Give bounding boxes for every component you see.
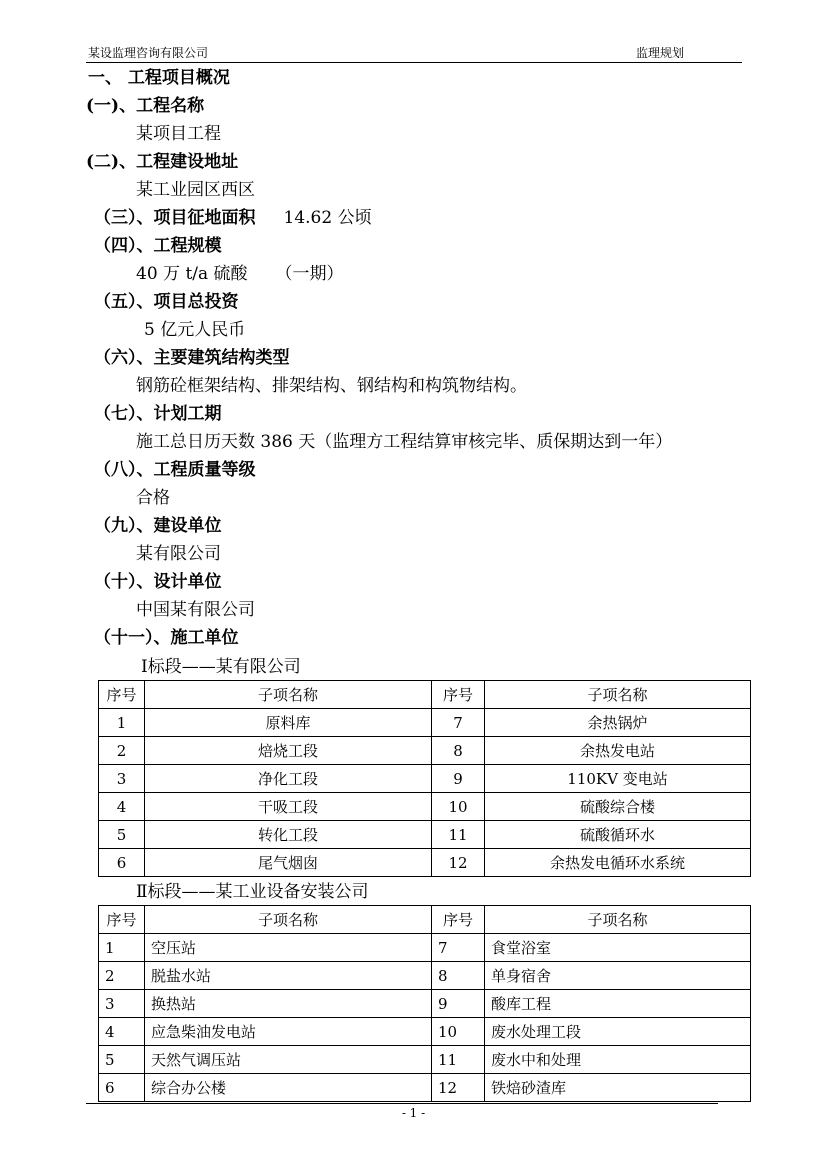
table-cell-name: 酸库工程 — [485, 990, 751, 1018]
item-value-name: 某项目工程 — [136, 124, 221, 144]
item-label-quality: （八）、工程质量等级 — [94, 460, 256, 480]
column-header: 序号 — [432, 681, 485, 709]
table-cell-index: 3 — [99, 765, 145, 793]
table-cell-index: 2 — [99, 737, 145, 765]
table-cell-index: 7 — [432, 709, 485, 737]
table-cell-name: 天然气调压站 — [145, 1046, 432, 1074]
item-label-owner: （九）、建设单位 — [94, 516, 222, 536]
table-row — [99, 709, 751, 737]
item-value-investment: 5 亿元人民币 — [144, 320, 246, 340]
table-row — [99, 793, 751, 821]
footer-divider — [86, 1103, 718, 1104]
table-row — [99, 849, 751, 877]
item-label-investment: （五）、项目总投资 — [94, 292, 239, 312]
table-cell-name: 应急柴油发电站 — [145, 1018, 432, 1046]
table-cell-name: 110KV 变电站 — [485, 765, 751, 793]
item-label-contractor: （十一）、施工单位 — [94, 628, 239, 648]
item-label-structure: （六）、主要建筑结构类型 — [94, 348, 290, 368]
table-row — [99, 821, 751, 849]
table-cell-index: 3 — [99, 990, 145, 1018]
lot1-table — [98, 680, 751, 877]
item-label-area: （三）、项目征地面积 — [94, 208, 256, 228]
column-header: 子项名称 — [485, 906, 751, 934]
table-row — [99, 934, 751, 962]
table-cell-name: 空压站 — [145, 934, 432, 962]
table-cell-index: 9 — [432, 990, 485, 1018]
table-cell-index: 1 — [99, 709, 145, 737]
table-row — [99, 1046, 751, 1074]
item-value-phase: （一期） — [275, 264, 344, 284]
item-value-schedule: 施工总日历天数 386 天（监理方工程结算审核完毕、质保期达到一年） — [136, 432, 673, 452]
table-cell-index: 2 — [99, 962, 145, 990]
table-cell-name: 余热锅炉 — [485, 709, 751, 737]
item-value-owner: 某有限公司 — [136, 544, 221, 564]
table-cell-name: 焙烧工段 — [145, 737, 432, 765]
table-cell-index: 7 — [432, 934, 485, 962]
table-cell-name: 净化工段 — [145, 765, 432, 793]
column-header: 子项名称 — [145, 906, 432, 934]
table-cell-index: 4 — [99, 793, 145, 821]
header-doc-title: 监理规划 — [635, 46, 684, 60]
table-cell-name: 硫酸循环水 — [485, 821, 751, 849]
item-label-designer: （十）、设计单位 — [94, 572, 222, 592]
page-number: - 1 - — [401, 1106, 426, 1120]
table-cell-index: 8 — [432, 962, 485, 990]
table-cell-name: 转化工段 — [145, 821, 432, 849]
document-body — [86, 64, 742, 1102]
column-header: 序号 — [432, 906, 485, 934]
table-cell-index: 8 — [432, 737, 485, 765]
page-header — [86, 40, 742, 63]
item-value-site: 某工业园区西区 — [136, 180, 255, 200]
table-cell-index: 11 — [432, 1046, 485, 1074]
table-cell-name: 干吸工段 — [145, 793, 432, 821]
table-row — [99, 990, 751, 1018]
item-value-quality: 合格 — [136, 488, 170, 508]
table-cell-index: 6 — [99, 849, 145, 877]
lot2-title: Ⅱ标段——某工业设备安装公司 — [136, 882, 369, 902]
lot2-table — [98, 905, 751, 1102]
table-cell-name: 单身宿舍 — [485, 962, 751, 990]
table-row — [99, 1074, 751, 1102]
header-company: 某设监理咨询有限公司 — [88, 46, 209, 60]
table-cell-name: 余热发电循环水系统 — [485, 849, 751, 877]
table-cell-name: 换热站 — [145, 990, 432, 1018]
table-cell-index: 9 — [432, 765, 485, 793]
column-header: 子项名称 — [485, 681, 751, 709]
item-value-scale: 40 万 t/a 硫酸 — [136, 264, 248, 284]
table-cell-index: 1 — [99, 934, 145, 962]
item-label-scale: （四）、工程规模 — [94, 236, 222, 256]
table-cell-name: 综合办公楼 — [145, 1074, 432, 1102]
item-row-area — [86, 204, 742, 232]
table-cell-index: 5 — [99, 1046, 145, 1074]
table-cell-index: 10 — [432, 1018, 485, 1046]
item-label-schedule: （七）、计划工期 — [94, 404, 222, 424]
table-cell-index: 12 — [432, 1074, 485, 1102]
table-row — [99, 1018, 751, 1046]
column-header: 序号 — [99, 906, 145, 934]
table-cell-index: 12 — [432, 849, 485, 877]
table-cell-name: 脱盐水站 — [145, 962, 432, 990]
table-cell-name: 食堂浴室 — [485, 934, 751, 962]
table-cell-index: 11 — [432, 821, 485, 849]
table-row — [99, 765, 751, 793]
item-label-name: (一)、工程名称 — [86, 96, 205, 116]
item-value-area: 14.62 公顷 — [283, 208, 372, 228]
table-cell-index: 6 — [99, 1074, 145, 1102]
section-title: 一、 工程项目概况 — [88, 68, 230, 88]
table-cell-name: 原料库 — [145, 709, 432, 737]
item-row-scale — [86, 260, 742, 288]
table-cell-index: 10 — [432, 793, 485, 821]
table-cell-name: 废水处理工段 — [485, 1018, 751, 1046]
column-header: 子项名称 — [145, 681, 432, 709]
table-cell-name: 硫酸综合楼 — [485, 793, 751, 821]
item-value-structure: 钢筋砼框架结构、排架结构、钢结构和构筑物结构。 — [136, 376, 527, 396]
table-cell-index: 5 — [99, 821, 145, 849]
table-cell-name: 废水中和处理 — [485, 1046, 751, 1074]
item-label-site: (二)、工程建设地址 — [86, 152, 239, 172]
table-cell-name: 余热发电站 — [485, 737, 751, 765]
lot1-title: Ⅰ标段——某有限公司 — [141, 657, 301, 677]
table-row — [99, 962, 751, 990]
table-header-row — [99, 906, 751, 934]
table-row — [99, 737, 751, 765]
table-cell-name: 铁焙砂渣库 — [485, 1074, 751, 1102]
table-cell-index: 4 — [99, 1018, 145, 1046]
item-value-designer: 中国某有限公司 — [136, 600, 255, 620]
column-header: 序号 — [99, 681, 145, 709]
table-header-row — [99, 681, 751, 709]
table-cell-name: 尾气烟囱 — [145, 849, 432, 877]
